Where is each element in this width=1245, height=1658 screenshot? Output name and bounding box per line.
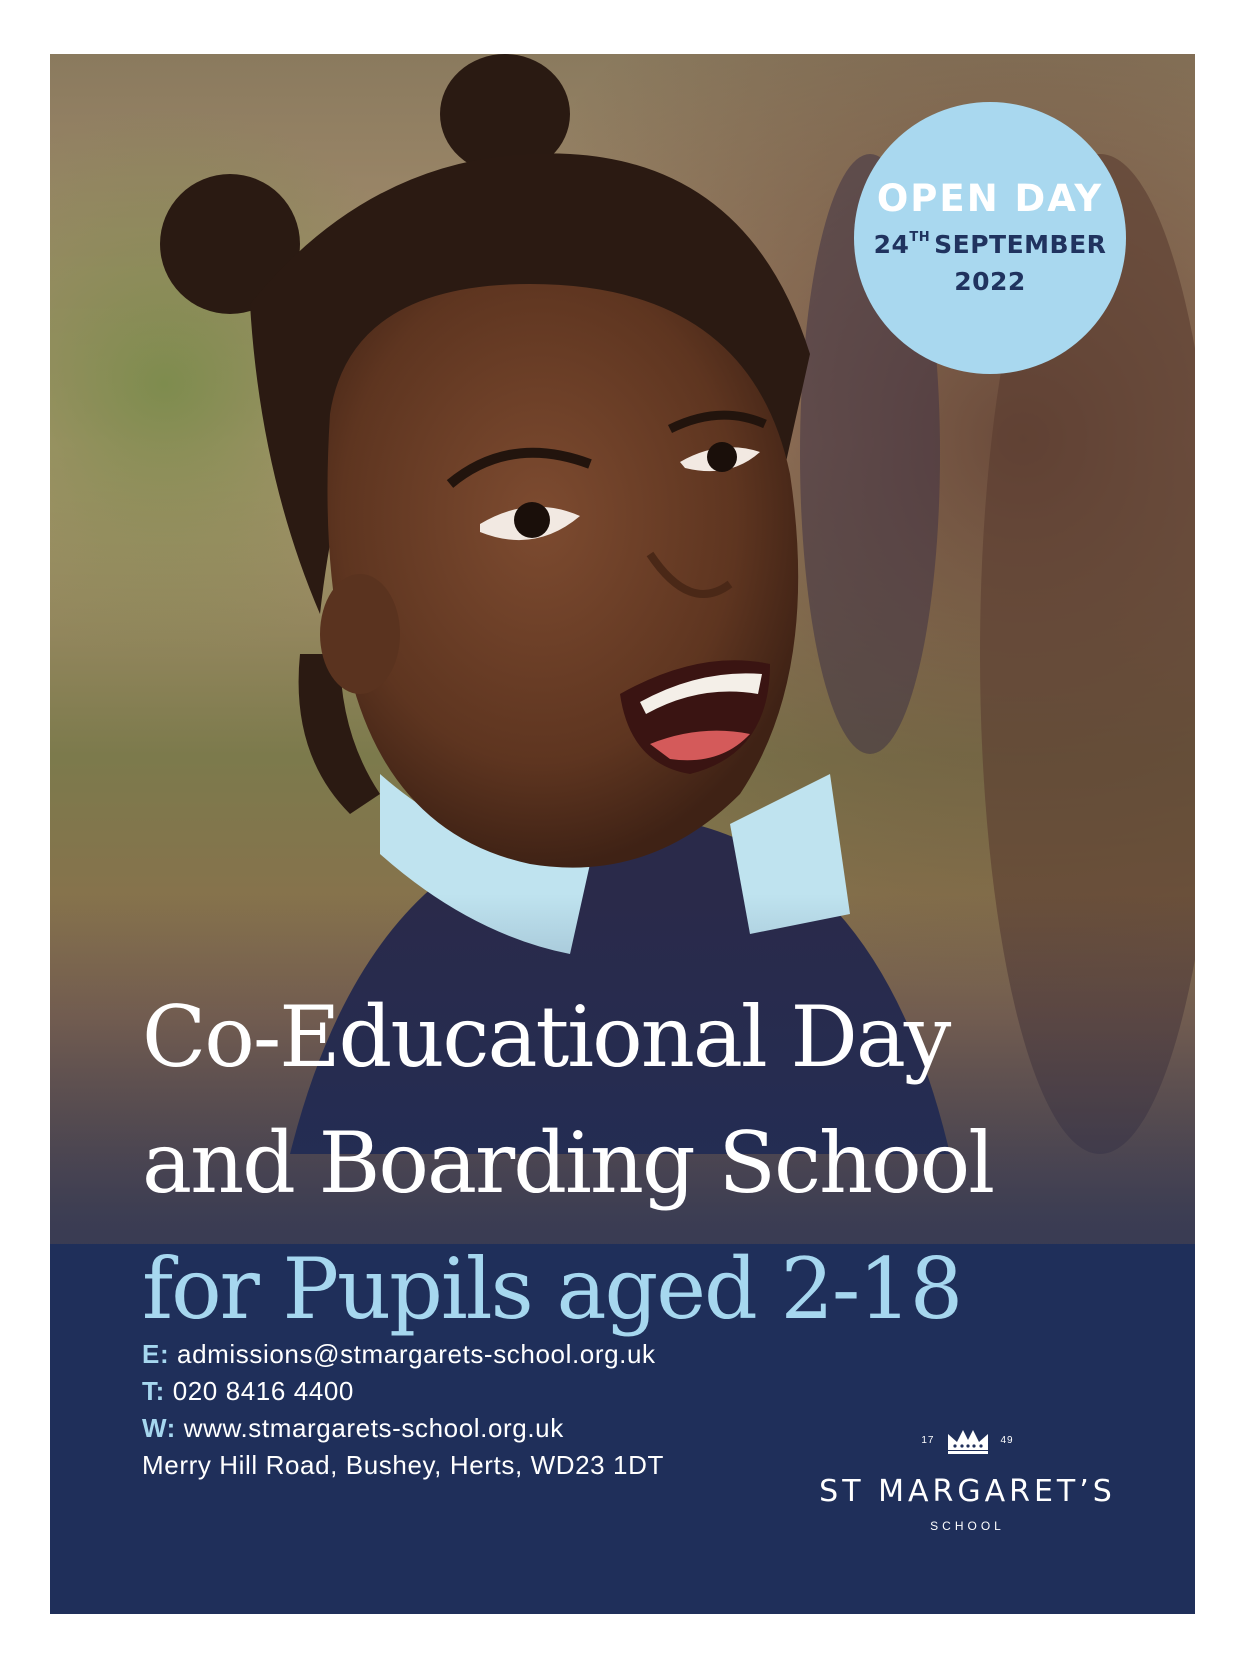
headline-line-3: for Pupils aged 2-18 <box>142 1240 962 1338</box>
web-label: W: <box>142 1413 176 1443</box>
open-day-year: 2022 <box>954 266 1026 296</box>
contact-web-row <box>142 1410 664 1447</box>
email-label: E: <box>142 1339 170 1369</box>
open-day-title: OPEN DAY <box>876 177 1104 221</box>
contact-details <box>142 1336 664 1484</box>
advert-poster <box>50 54 1195 1614</box>
contact-email-row <box>142 1336 664 1373</box>
date-day: 24 <box>873 230 910 260</box>
date-suffix: TH <box>909 230 931 246</box>
logo-subtitle: SCHOOL <box>930 1519 1005 1533</box>
open-day-badge <box>854 102 1126 374</box>
logo-crest <box>810 1426 1125 1454</box>
open-day-date <box>874 231 1107 259</box>
logo-school-name: ST MARGARET’S <box>819 1474 1116 1509</box>
crown-icon <box>945 1426 991 1454</box>
website-link[interactable]: www.stmargarets-school.org.uk <box>183 1413 564 1443</box>
contact-address: Merry Hill Road, Bushey, Herts, WD23 1DT <box>142 1450 664 1480</box>
phone-number[interactable]: 020 8416 4400 <box>172 1376 354 1406</box>
contact-phone-row <box>142 1373 664 1410</box>
logo-year-right: 49 <box>1000 1434 1014 1446</box>
headline-line-2: and Boarding School <box>142 1114 994 1212</box>
date-month: SEPTEMBER <box>934 230 1107 260</box>
headline <box>142 974 1122 1352</box>
school-logo <box>810 1426 1125 1533</box>
email-link[interactable]: admissions@stmargarets-school.org.uk <box>177 1339 656 1369</box>
headline-line-1: Co-Educational Day <box>142 988 950 1086</box>
logo-year-left: 17 <box>921 1434 935 1446</box>
phone-label: T: <box>142 1376 165 1406</box>
